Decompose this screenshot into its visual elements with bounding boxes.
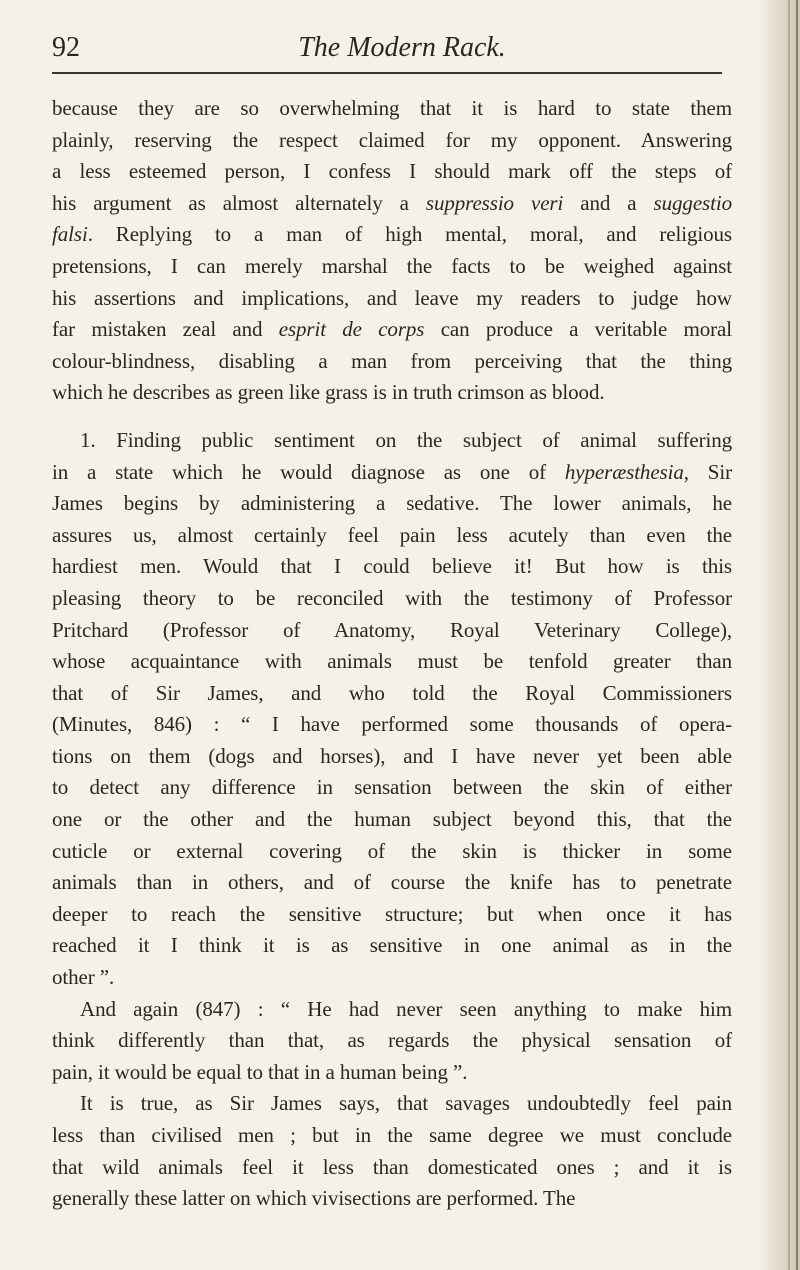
text-segment: cuticle or external covering of the skin is thicker in some <box>52 838 732 863</box>
italic-phrase: esprit de corps <box>278 317 425 342</box>
text-segment: generally these latter on which vivisections are performed. The <box>52 1186 576 1211</box>
text-line <box>52 1057 732 1089</box>
text-line <box>52 551 732 583</box>
text-segment: animals than in others, and of course the knife has to penetrate <box>52 870 732 895</box>
text-line <box>52 899 732 931</box>
paragraph-1 <box>52 93 732 409</box>
text-segment: that wild animals feel it less than domesticated ones ; and it is <box>52 1154 732 1179</box>
text-segment: , Sir <box>683 459 732 484</box>
paragraph-gap <box>52 409 732 425</box>
text-line <box>52 836 732 868</box>
text-segment: assures us, almost certainly feel pain less acutely than even the <box>52 522 732 547</box>
text-line <box>52 804 732 836</box>
text-segment: deeper to reach the sensitive structure; but when once it has <box>52 901 732 926</box>
text-line <box>52 251 732 283</box>
text-line <box>52 346 732 378</box>
text-line <box>52 1152 732 1184</box>
text-segment: and a <box>563 190 654 215</box>
text-line <box>52 219 732 251</box>
text-line <box>52 425 732 457</box>
text-segment: pretensions, I can merely marshal the facts to be weighed against <box>52 253 732 278</box>
text-line <box>52 646 732 678</box>
text-line <box>52 583 732 615</box>
text-segment: tions on them (dogs and horses), and I have never yet been able <box>52 743 732 768</box>
text-line <box>52 962 732 994</box>
text-segment: It is true, as Sir James says, that savages undoubtedly feel pain <box>80 1091 732 1116</box>
text-line <box>52 930 732 962</box>
text-segment: (Minutes, 846) : “ I have performed some thousands of opera- <box>52 712 732 737</box>
text-segment: in a state which he would diagnose as one of <box>52 459 565 484</box>
text-segment: that of Sir James, and who told the Royal Commissioners <box>52 680 732 705</box>
text-line <box>52 1120 732 1152</box>
text-line <box>52 283 732 315</box>
paragraph-2 <box>52 425 732 994</box>
text-line <box>52 741 732 773</box>
text-line <box>52 125 732 157</box>
body-text <box>52 93 732 1215</box>
text-segment: think differently than that, as regards the physical sensation of <box>52 1028 732 1053</box>
italic-phrase: suppressio veri <box>425 190 564 215</box>
page-edge-line-inner <box>788 0 790 1270</box>
text-line <box>52 188 732 220</box>
text-line <box>52 377 732 409</box>
text-segment: his argument as almost alternately a <box>52 190 426 215</box>
running-title: The Modern Rack. <box>298 32 506 63</box>
text-line <box>52 93 732 125</box>
text-segment: colour-blindness, disabling a man from perceiving that the thing <box>52 348 732 373</box>
text-segment: plainly, reserving the respect claimed for my opponent. Answering <box>52 127 732 152</box>
text-line <box>52 1183 732 1215</box>
text-segment: hardiest men. Would that I could believe it! But how is this <box>52 554 732 579</box>
text-segment: far mistaken zeal and <box>52 317 279 342</box>
text-line <box>52 772 732 804</box>
running-head <box>52 26 752 70</box>
text-line <box>52 709 732 741</box>
italic-phrase: falsi <box>52 222 88 247</box>
text-segment: which he describes as green like grass is in truth crimson as blood. <box>52 380 605 405</box>
italic-phrase: hyperæsthesia <box>564 459 684 484</box>
text-line <box>52 1025 732 1057</box>
text-segment: other ”. <box>52 965 115 990</box>
text-line <box>52 457 732 489</box>
text-segment: . Replying to a man of high mental, moral, and religious <box>87 222 732 247</box>
text-segment: less than civilised men ; but in the same degree we must conclude <box>52 1123 732 1147</box>
text-line <box>52 615 732 647</box>
text-segment: one or the other and the human subject beyond this, that the <box>52 807 732 832</box>
text-line <box>52 994 732 1026</box>
text-segment: reached it I think it is as sensitive in one animal as in the <box>52 933 732 958</box>
text-line <box>52 156 732 188</box>
text-line <box>52 314 732 346</box>
text-segment: Pritchard (Professor of Anatomy, Royal Veterinary College), <box>52 617 732 642</box>
text-line <box>52 520 732 552</box>
text-segment: pain, it would be equal to that in a human being ”. <box>52 1059 468 1084</box>
text-line <box>52 678 732 710</box>
text-segment: can produce a veritable moral <box>424 317 732 342</box>
text-segment: James begins by administering a sedative. The lower animals, he <box>52 491 732 516</box>
page-edge-line <box>796 0 798 1270</box>
italic-phrase: suggestio <box>653 190 732 215</box>
paragraph-3 <box>52 994 732 1089</box>
text-segment: a less esteemed person, I confess I should mark off the steps of <box>52 159 732 184</box>
header-rule <box>52 72 722 74</box>
text-segment: pleasing theory to be reconciled with the testimony of Professor <box>52 585 732 610</box>
text-segment: because they are so overwhelming that it is hard to state them <box>52 96 732 120</box>
page-number: 92 <box>52 32 80 63</box>
text-segment: to detect any difference in sensation between the skin of either <box>52 775 732 800</box>
text-line <box>52 488 732 520</box>
text-line <box>52 1088 732 1120</box>
text-segment: his assertions and implications, and leave my readers to judge how <box>52 285 732 310</box>
text-segment: whose acquaintance with animals must be tenfold greater than <box>52 649 732 674</box>
page-edge-shadow <box>758 0 800 1270</box>
paragraph-4 <box>52 1088 732 1214</box>
text-segment: And again (847) : “ He had never seen anything to make him <box>80 996 732 1021</box>
text-segment: 1. Finding public sentiment on the subject of animal suffering <box>80 427 732 452</box>
text-line <box>52 867 732 899</box>
